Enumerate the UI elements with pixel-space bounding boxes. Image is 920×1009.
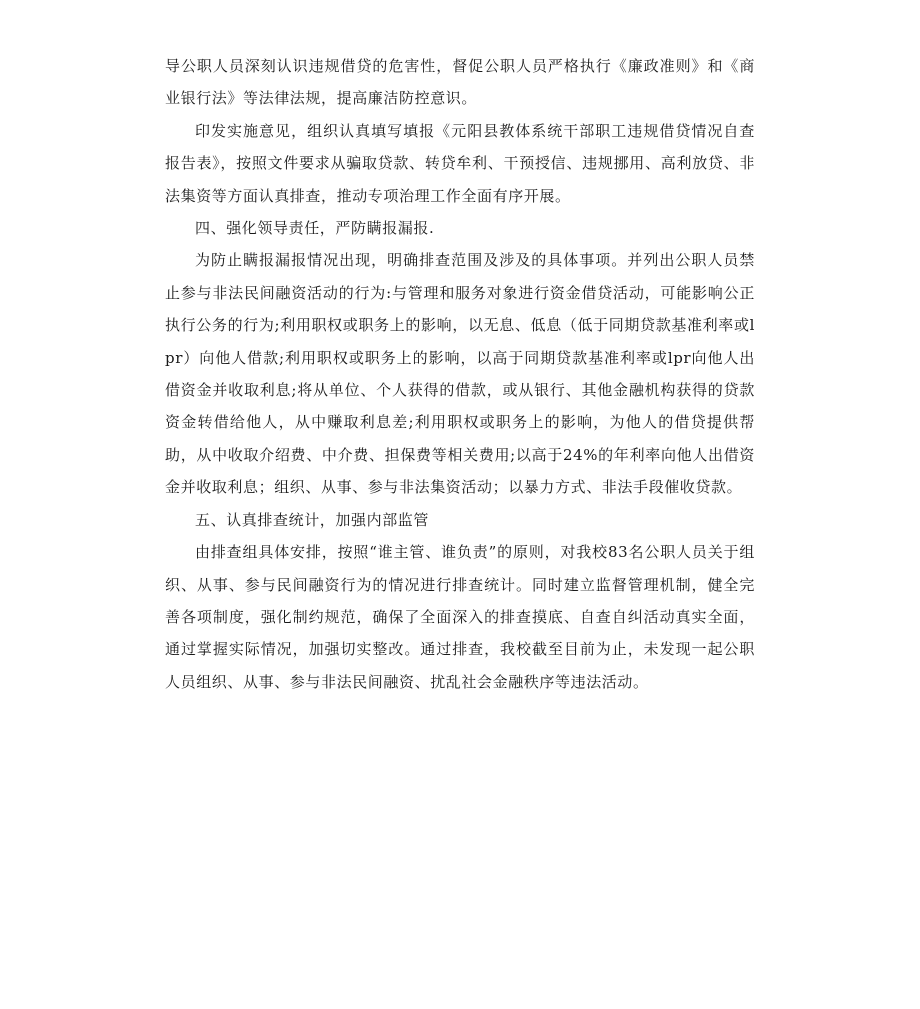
document-body xyxy=(165,50,755,698)
paragraph-investigation-results: 由排查组具体安排，按照“谁主管、谁负责”的原则，对我校83名公职人员关于组织、从事、参与民间融资行为的情况进行排查统计。同时建立监督管理机制，健全完善各项制度，强化制约规范，确保了全面深入的排查摸底、自查自纠活动真实全面，通过掌握实际情况，加强切实整改。通过排查，我校截至目前为止，未发现一起公职人员组织、从事、参与非法民间融资、扰乱社会金融秩序等违法活动。 xyxy=(165,543,755,691)
paragraph-prohibited-behaviors: 为防止瞒报漏报情况出现，明确排查范围及涉及的具体事项。并列出公职人员禁止参与非法民间融资活动的行为:与管理和服务对象进行资金借贷活动，可能影响公正执行公务的行为;利用职权或职务上的影响，以无息、低息（低于同期贷款基准利率或lpr）向他人借款;利用职权或职务上的影响，以高于同期贷款基准利率或lpr向他人出借资金并收取利息;将从单位、个人获得的借款，或从银行、其他金融机构获得的贷款资金转借给他人，从中赚取利息差;利用职权或职务上的影响，为他人的借贷提供帮助，从中收取介绍费、中介费、担保费等相关费用;以高于24%的年利率向他人出借资金并收取利息；组织、从事、参与非法集资活动；以暴力方式、非法手段催收贷款。 xyxy=(165,251,755,497)
paragraph-continuation: 导公职人员深刻认识违规借贷的危害性，督促公职人员严格执行《廉政准则》和《商业银行法》等法律法规，提高廉洁防控意识。 xyxy=(165,57,755,108)
section-heading-five: 五、认真排查统计，加强内部监管 xyxy=(195,510,430,529)
section-heading-four: 四、强化领导责任，严防瞒报漏报. xyxy=(195,219,435,238)
paragraph-implementation-opinion: 印发实施意见，组织认真填写填报《元阳县教体系统干部职工违规借贷情况自查报告表》，按照文件要求从骗取贷款、转贷牟利、干预授信、违规挪用、高利放贷、非法集资等方面认真排查，推动专项治理工作全面有序开展。 xyxy=(165,121,755,205)
